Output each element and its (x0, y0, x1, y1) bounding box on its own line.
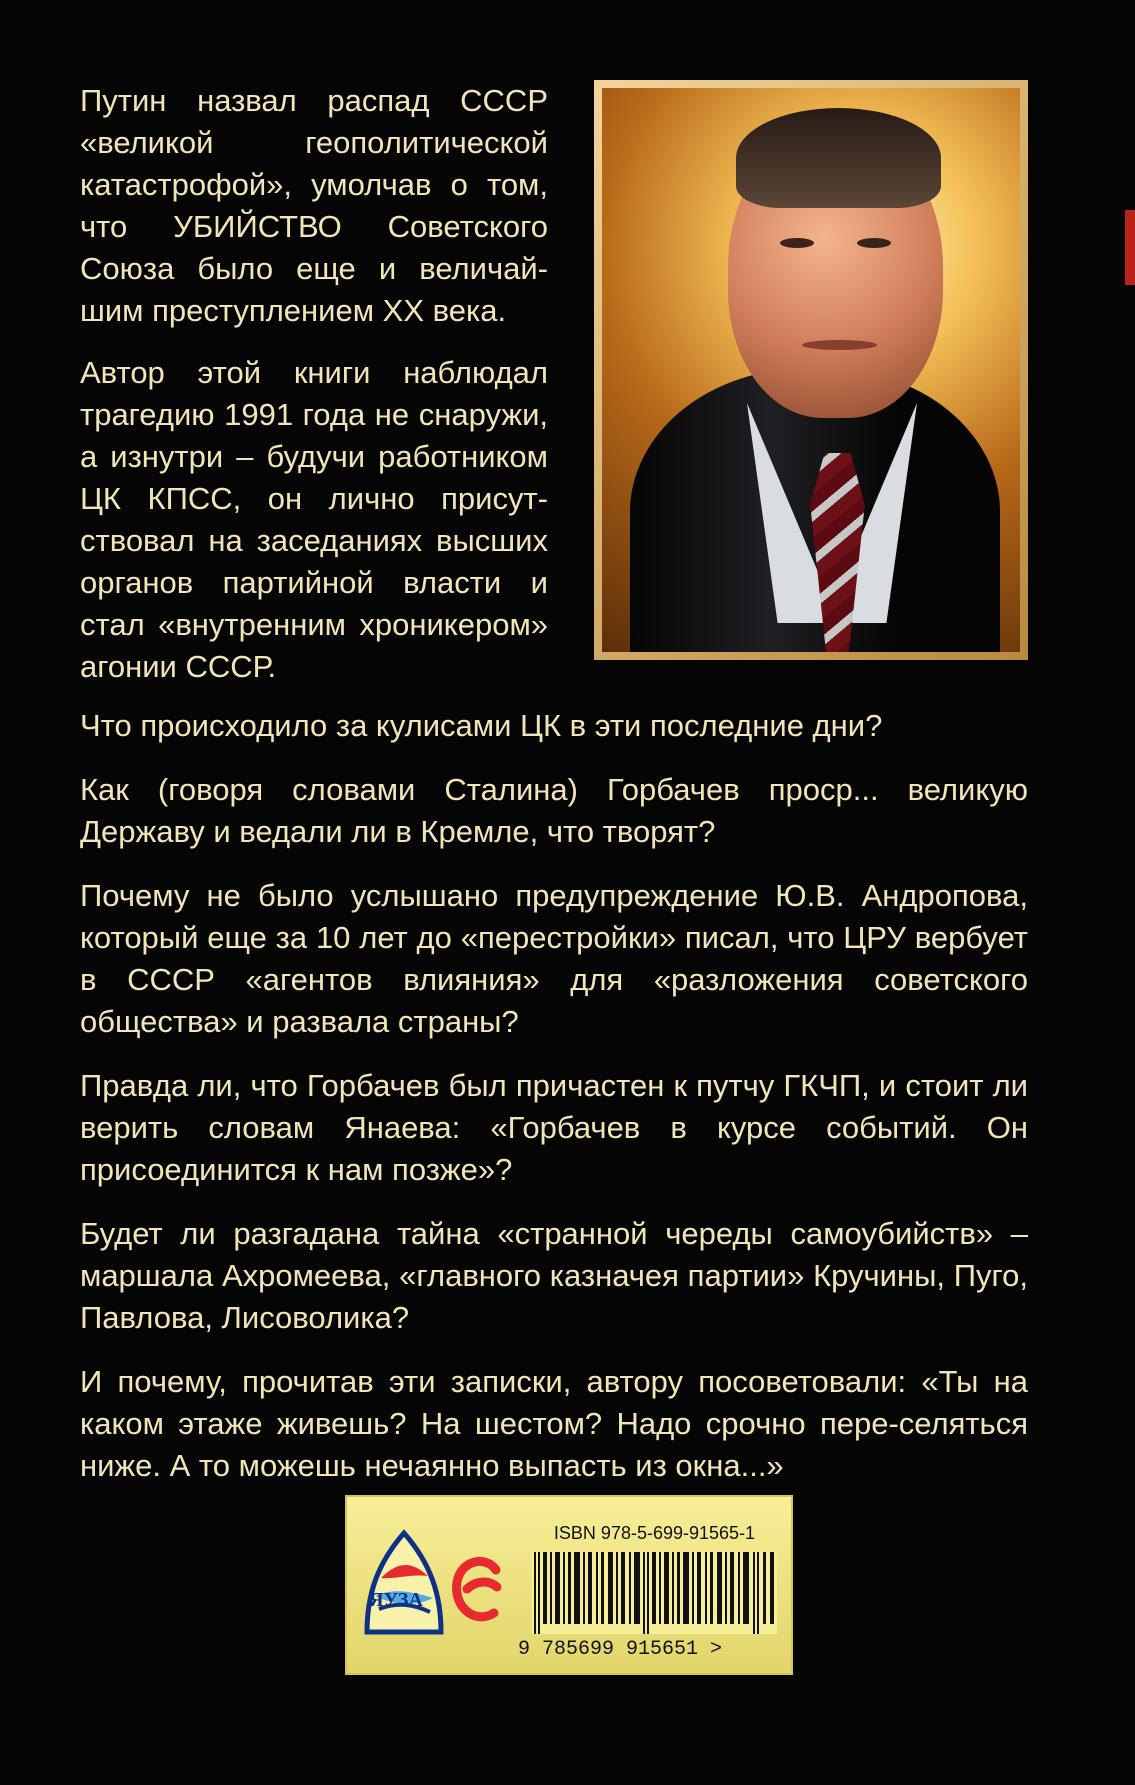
e-logo-icon (449, 1552, 503, 1630)
intro-paragraph-2: Автор этой книги наблюдал трагедию 1991 года не снаружи, а изнутри – будучи работником ЦК КПСС, он лично присут-ствовал на заседаниях высших органов партийной власти и стал «внутренним хроникером» агонии СССР. (80, 355, 548, 684)
portrait-right-eye (857, 238, 891, 248)
barcode-panel (345, 1495, 793, 1675)
red-edge-mark (1125, 210, 1135, 285)
author-portrait (602, 88, 1020, 652)
main-text-block (80, 705, 1028, 1509)
body-paragraph-3: Почему не было услышано предупреждение Ю.В. Андропова, который еще за 10 лет до «перестройки» писал, что ЦРУ вербует в СССР «агентов влияния» для «разложения советского общества» и развала страны? (80, 878, 1028, 1039)
intro-paragraph-1: Путин назвал распад СССР «великой геополитической катастрофой», умолчав о том, что УБИЙСТВО Советского Союза было еще и величай-шим преступлением XX века. (80, 83, 548, 328)
portrait-mouth (802, 340, 877, 350)
publisher-name: ЯУЗА (369, 1589, 423, 1611)
portrait-hair (736, 108, 941, 208)
body-paragraph-1: Что происходило за кулисами ЦК в эти последние дни? (80, 708, 883, 743)
isbn-text: ISBN 978-5-699-91565-1 (553, 1523, 756, 1543)
body-paragraph-6: И почему, прочитав эти записки, автору посоветовали: «Ты на каком этаже живешь? На шестом? Надо срочно пере-селяться ниже. А то можешь нечаянно выпасть из окна...» (80, 1364, 1028, 1483)
intro-text-block (80, 80, 548, 688)
barcode-number: 9 785699 915651 > (518, 1638, 723, 1661)
yauza-logo-icon (355, 1529, 453, 1644)
body-paragraph-5: Будет ли разгадана тайна «странной череды самоубийств» – маршала Ахромеева, «главного казначея партии» Кручины, Пуго, Павлова, Лисоволика? (80, 1216, 1028, 1335)
portrait-left-eye (780, 238, 814, 248)
barcode-icon (532, 1552, 777, 1634)
body-paragraph-4: Правда ли, что Горбачев был причастен к путчу ГКЧП, и стоит ли верить словам Янаева: «Горбачев в курсе событий. Он присоединится к нам позже»? (80, 1068, 1028, 1187)
author-portrait-frame (594, 80, 1028, 660)
body-paragraph-2: Как (говоря словами Сталина) Горбачев проср... великую Державу и ведали ли в Кремле, что творят? (80, 772, 1028, 849)
